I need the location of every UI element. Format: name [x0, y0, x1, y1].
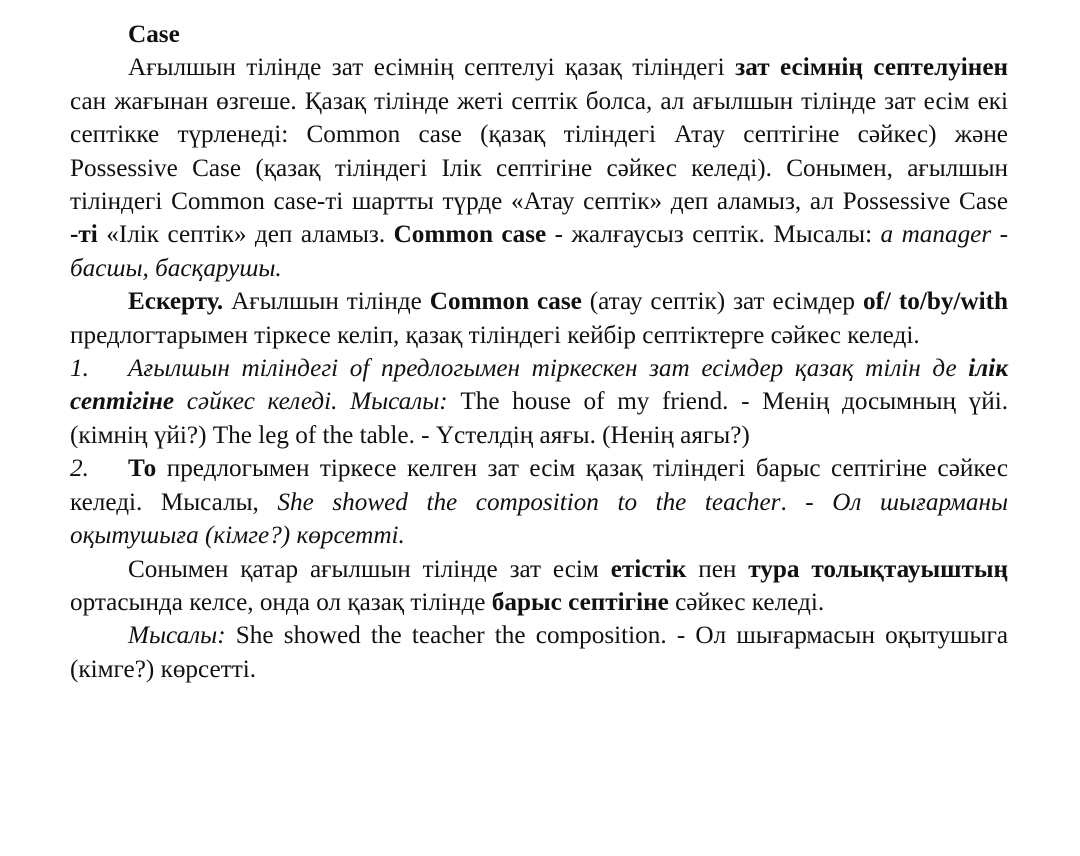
- text-run: «Ілік септік» деп аламыз.: [97, 221, 394, 249]
- text-run: (атау септік) зат есімдер: [581, 288, 863, 316]
- text-run: The house of my friend. - Менің досымның үйі. (кімнің үйі?) The leg of the table. - Үстелдің аяғы. (Ненің аягы?): [70, 388, 1008, 449]
- text-run: - жалғаусыз септік. Мысалы:: [546, 221, 881, 249]
- bold-run: -ті: [70, 221, 98, 249]
- bold-run: Common case: [393, 221, 547, 249]
- italic-run: - Ол шығарманы оқытушыға (кімге?) көрсетті.: [70, 488, 1009, 550]
- text-run: пен: [686, 555, 749, 583]
- text-run: Сонымен қатар ағылшын тілінде зат есім: [128, 555, 611, 583]
- italic-run: сәйкес келеді. Мысалы:: [174, 388, 448, 416]
- text-run: She showed the teacher the composition. - Ол шығармасын оқытушыга (кімге?) көрсетті.: [70, 622, 1008, 683]
- text-run: предлогымен тіркесе келген зат есім қазақ тіліндегі барыс септігіне сәйкес келеді. Мысалы,: [70, 455, 1008, 516]
- paragraph-verb-object: [70, 553, 1008, 620]
- text-run: Ағылшын тілінде зат есімнің септелуі қазақ тіліндегі: [128, 54, 736, 82]
- bold-run: етістік: [610, 555, 687, 583]
- list-number: 2.: [70, 455, 89, 483]
- bold-run: Common case: [429, 288, 582, 316]
- list-item-1: [70, 352, 1008, 452]
- paragraph-example: [70, 619, 1008, 686]
- text-run: .: [780, 488, 806, 516]
- bold-run: of/ to/by/with: [862, 288, 1009, 316]
- italic-run: She showed the composition to the teacher: [277, 488, 781, 516]
- text-run: ортасында келсе, онда ол қазақ тілінде: [70, 588, 492, 616]
- list-item-2: [70, 452, 1008, 552]
- text-run: предлогтарымен тіркесе келіп, қазақ тіліндегі кейбір септіктерге сәйкес келеді.: [70, 321, 920, 349]
- document-page: [70, 18, 1008, 686]
- bold-italic-run: ілік септігіне: [70, 355, 1008, 416]
- section-title: Case: [128, 21, 180, 48]
- bold-run: тура толықтауыштың: [748, 555, 1009, 583]
- bold-run: зат есімнің септелуінен: [735, 54, 1009, 82]
- example-italic: a manager - басшы, басқарушы.: [70, 221, 1009, 282]
- bold-run: барыс септігіне: [491, 588, 669, 616]
- bold-run: То: [128, 455, 157, 483]
- italic-run: Мысалы:: [128, 622, 226, 650]
- text-run: сәйкес келеді.: [668, 588, 825, 616]
- paragraph-intro: [70, 51, 1008, 285]
- paragraph-note: [70, 285, 1008, 352]
- note-label: Ескерту.: [128, 288, 224, 316]
- text-run: Ағылшын тілінде: [223, 288, 430, 316]
- text-run: сан жағынан өзгеше. Қазақ тілінде жеті септік болса, ал ағылшын тілінде зат есім екі септікке түрленеді: Common case (қазақ тіліндегі Атау септігіне сәйкес) және Possessive Case (қазақ тіліндегі Ілік септігіне сәйкес келеді). Сонымен, ағылшын тіліндегі Common case-ті шартты түрде «Атау септік» деп аламыз, ал Possessive Case: [70, 87, 1008, 216]
- list-number: 1.: [70, 355, 89, 383]
- italic-run: Ағылшын тіліндегі of предлогымен тіркескен зат есімдер қазақ тілін де: [128, 355, 969, 383]
